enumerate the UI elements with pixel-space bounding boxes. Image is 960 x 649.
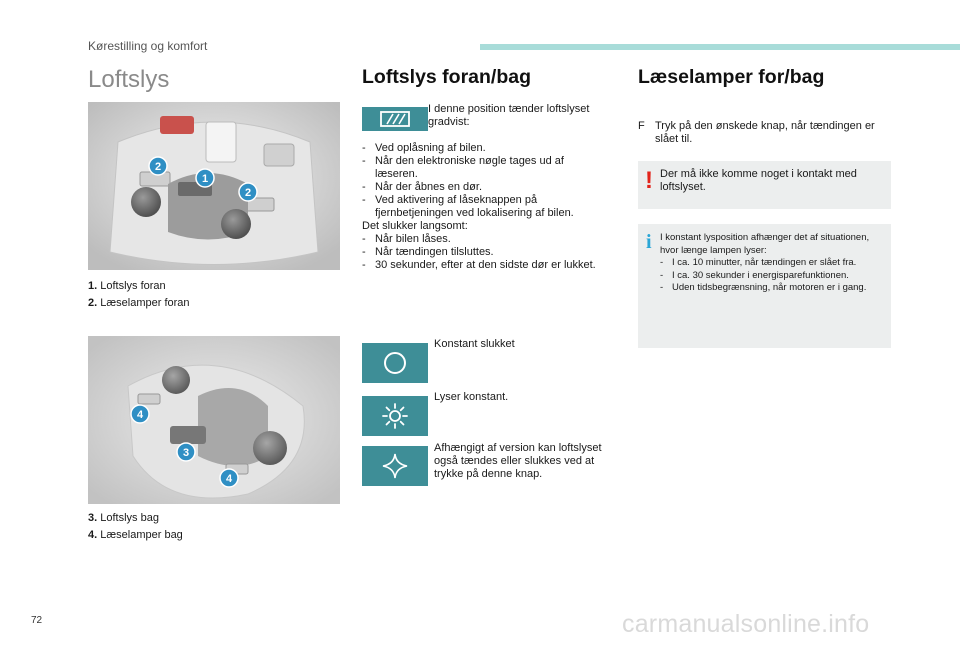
door-mode-icon: [377, 110, 413, 128]
warning-exclamation-icon: !: [645, 167, 653, 194]
svg-text:2: 2: [244, 187, 252, 199]
caption-item: 2. Læselamper foran: [88, 297, 190, 309]
front-captions: [88, 278, 340, 312]
caption-item: 3. Loftslys bag: [88, 512, 159, 524]
section-heading-ceiling-light: Loftslys foran/bag: [362, 66, 532, 88]
list-item: - 30 sekunder, efter at den sidste dør er lukket.: [362, 259, 606, 272]
mode-on-label: Lyser konstant.: [434, 391, 509, 403]
svg-text:1: 1: [201, 173, 209, 185]
info-intro: I konstant lysposition afhænger det af situationen, hvor længe lampen lyser:: [660, 232, 870, 256]
on-mode-icon-box: [362, 396, 428, 436]
list-item: - I ca. 30 sekunder i energisparefunktionen.: [660, 270, 886, 283]
circle-off-icon: [382, 350, 408, 376]
svg-text:4: 4: [225, 473, 233, 485]
svg-text:3: 3: [182, 447, 190, 459]
header-accent-bar: [480, 44, 960, 50]
callout-badge: [196, 169, 214, 187]
info-icon: i: [646, 231, 652, 253]
light-on-icon: [381, 402, 409, 430]
door-mode-intro: I denne position tænder loftslyset gradvist:: [428, 103, 590, 128]
list-item: - Når den elektroniske nøgle tages ud af læseren.: [362, 155, 606, 181]
callout-badge: [220, 469, 238, 487]
watermark: carmanualsonline.info: [622, 610, 870, 638]
callout-badge: [177, 443, 195, 461]
callout-badge: [131, 405, 149, 423]
page-title: Loftslys: [88, 66, 170, 93]
instruction: F Tryk på den ønskede knap, når tændingen er slået til.: [638, 120, 875, 145]
section-heading-reading-lamps: Læselamper for/bag: [638, 66, 825, 88]
off-mode-icon-box: [362, 343, 428, 383]
svg-text:4: 4: [136, 409, 144, 421]
mode-off-label: Konstant slukket: [434, 338, 515, 350]
caption-item: 4. Læselamper bag: [88, 529, 183, 541]
caption-item: 1. Loftslys foran: [88, 280, 166, 292]
light-on-conditions: [362, 142, 606, 272]
list-item: - Når tændingen tilsluttes.: [362, 246, 606, 259]
info-content: [660, 232, 886, 295]
off-heading: Det slukker langsomt:: [362, 220, 468, 232]
list-item: - Når der åbnes en dør.: [362, 181, 606, 194]
door-mode-icon-box: [362, 107, 428, 131]
svg-text:2: 2: [154, 161, 162, 173]
instruction-arrow-icon: F: [638, 120, 645, 132]
list-item: - Når bilen låses.: [362, 233, 606, 246]
rear-ceiling-photo: [88, 336, 340, 504]
sparkle-touch-icon: [381, 452, 409, 480]
callout-badge: [239, 183, 257, 201]
list-item: - I ca. 10 minutter, når tændingen er slået fra.: [660, 257, 886, 270]
list-item: - Ved oplåsning af bilen.: [362, 142, 606, 155]
rear-captions: [88, 510, 340, 544]
callout-badge: [149, 157, 167, 175]
warning-text: Der må ikke komme noget i kontakt med loftslyset.: [660, 168, 857, 193]
page-number: 72: [31, 615, 43, 626]
front-ceiling-photo: [88, 102, 340, 270]
section-title: Kørestilling og komfort: [88, 39, 208, 53]
warning-box: [638, 161, 891, 209]
list-item: - Ved aktivering af låseknappen på fjernbetjeningen ved lokalisering af bilen.: [362, 194, 606, 220]
info-box: [638, 224, 891, 348]
touch-mode-icon-box: [362, 446, 428, 486]
mode-touch-label: Afhængigt af version kan loftslyset også tændes eller slukkes ved at trykke på denne knap.: [434, 442, 602, 480]
list-item: - Uden tidsbegrænsning, når motoren er i gang.: [660, 282, 886, 295]
